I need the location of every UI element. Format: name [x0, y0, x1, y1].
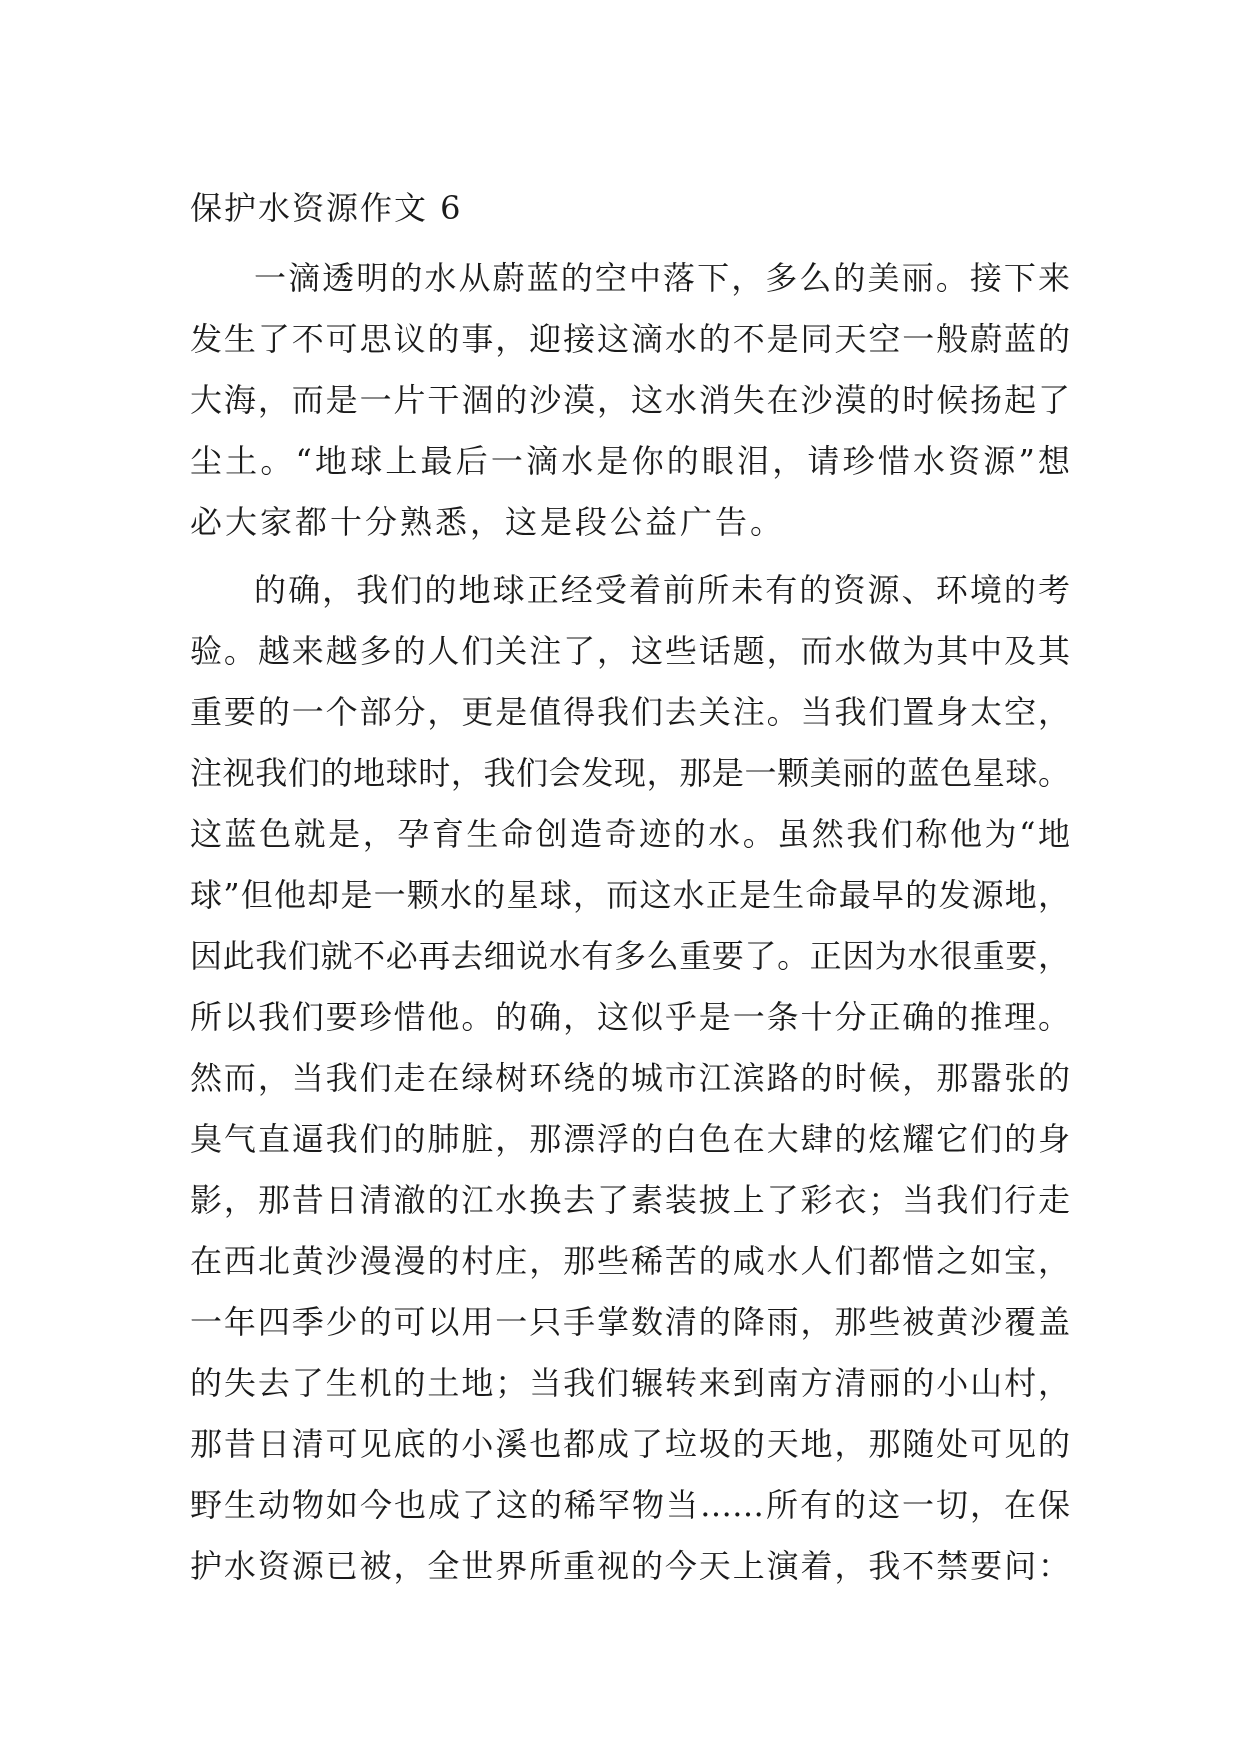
text-line: 发生了不可思议的事，迎接这滴水的不是同天空一般蔚蓝的 [190, 320, 1070, 358]
text-line: 因此我们就不必再去细说水有多么重要了。正因为水很重要， [190, 937, 1070, 975]
text-line: 护水资源已被，全世界所重视的今天上演着，我不禁要问： [190, 1547, 1070, 1585]
text-line: 野生动物如今也成了这的稀罕物当……所有的这一切，在保 [190, 1486, 1070, 1524]
text-line: 的失去了生机的土地；当我们辗转来到南方清丽的小山村， [190, 1364, 1070, 1402]
text-line: 注视我们的地球时，我们会发现，那是一颗美丽的蓝色星球。 [190, 754, 1070, 792]
document-title: 保护水资源作文 6 [190, 189, 463, 227]
text-line: 重要的一个部分，更是值得我们去关注。当我们置身太空， [190, 693, 1070, 731]
text-line: 球”但他却是一颗水的星球，而这水正是生命最早的发源地， [190, 876, 1070, 914]
text-line: 验。越来越多的人们关注了，这些话题，而水做为其中及其 [190, 632, 1070, 670]
text-line: 一滴透明的水从蔚蓝的空中落下，多么的美丽。接下来 [254, 259, 1070, 297]
text-line: 的确，我们的地球正经受着前所未有的资源、环境的考 [254, 571, 1070, 609]
text-line: 臭气直逼我们的肺脏，那漂浮的白色在大肆的炫耀它们的身 [190, 1120, 1070, 1158]
text-line: 那昔日清可见底的小溪也都成了垃圾的天地，那随处可见的 [190, 1425, 1070, 1463]
paragraph-2 [190, 560, 1070, 1597]
paragraph-1 [190, 248, 1070, 553]
text-line: 大海，而是一片干涸的沙漠，这水消失在沙漠的时候扬起了 [190, 381, 1070, 419]
text-line: 一年四季少的可以用一只手掌数清的降雨，那些被黄沙覆盖 [190, 1303, 1070, 1341]
text-line: 在西北黄沙漫漫的村庄，那些稀苦的咸水人们都惜之如宝， [190, 1242, 1070, 1280]
text-line: 这蓝色就是，孕育生命创造奇迹的水。虽然我们称他为“地 [190, 815, 1070, 853]
text-line: 影，那昔日清澈的江水换去了素装披上了彩衣；当我们行走 [190, 1181, 1070, 1219]
text-line: 必大家都十分熟悉，这是段公益广告。 [190, 503, 786, 541]
text-line: 然而，当我们走在绿树环绕的城市江滨路的时候，那嚣张的 [190, 1059, 1070, 1097]
text-line: 所以我们要珍惜他。的确，这似乎是一条十分正确的推理。 [190, 998, 1070, 1036]
text-line: 尘土。“地球上最后一滴水是你的眼泪，请珍惜水资源”想 [190, 442, 1070, 480]
